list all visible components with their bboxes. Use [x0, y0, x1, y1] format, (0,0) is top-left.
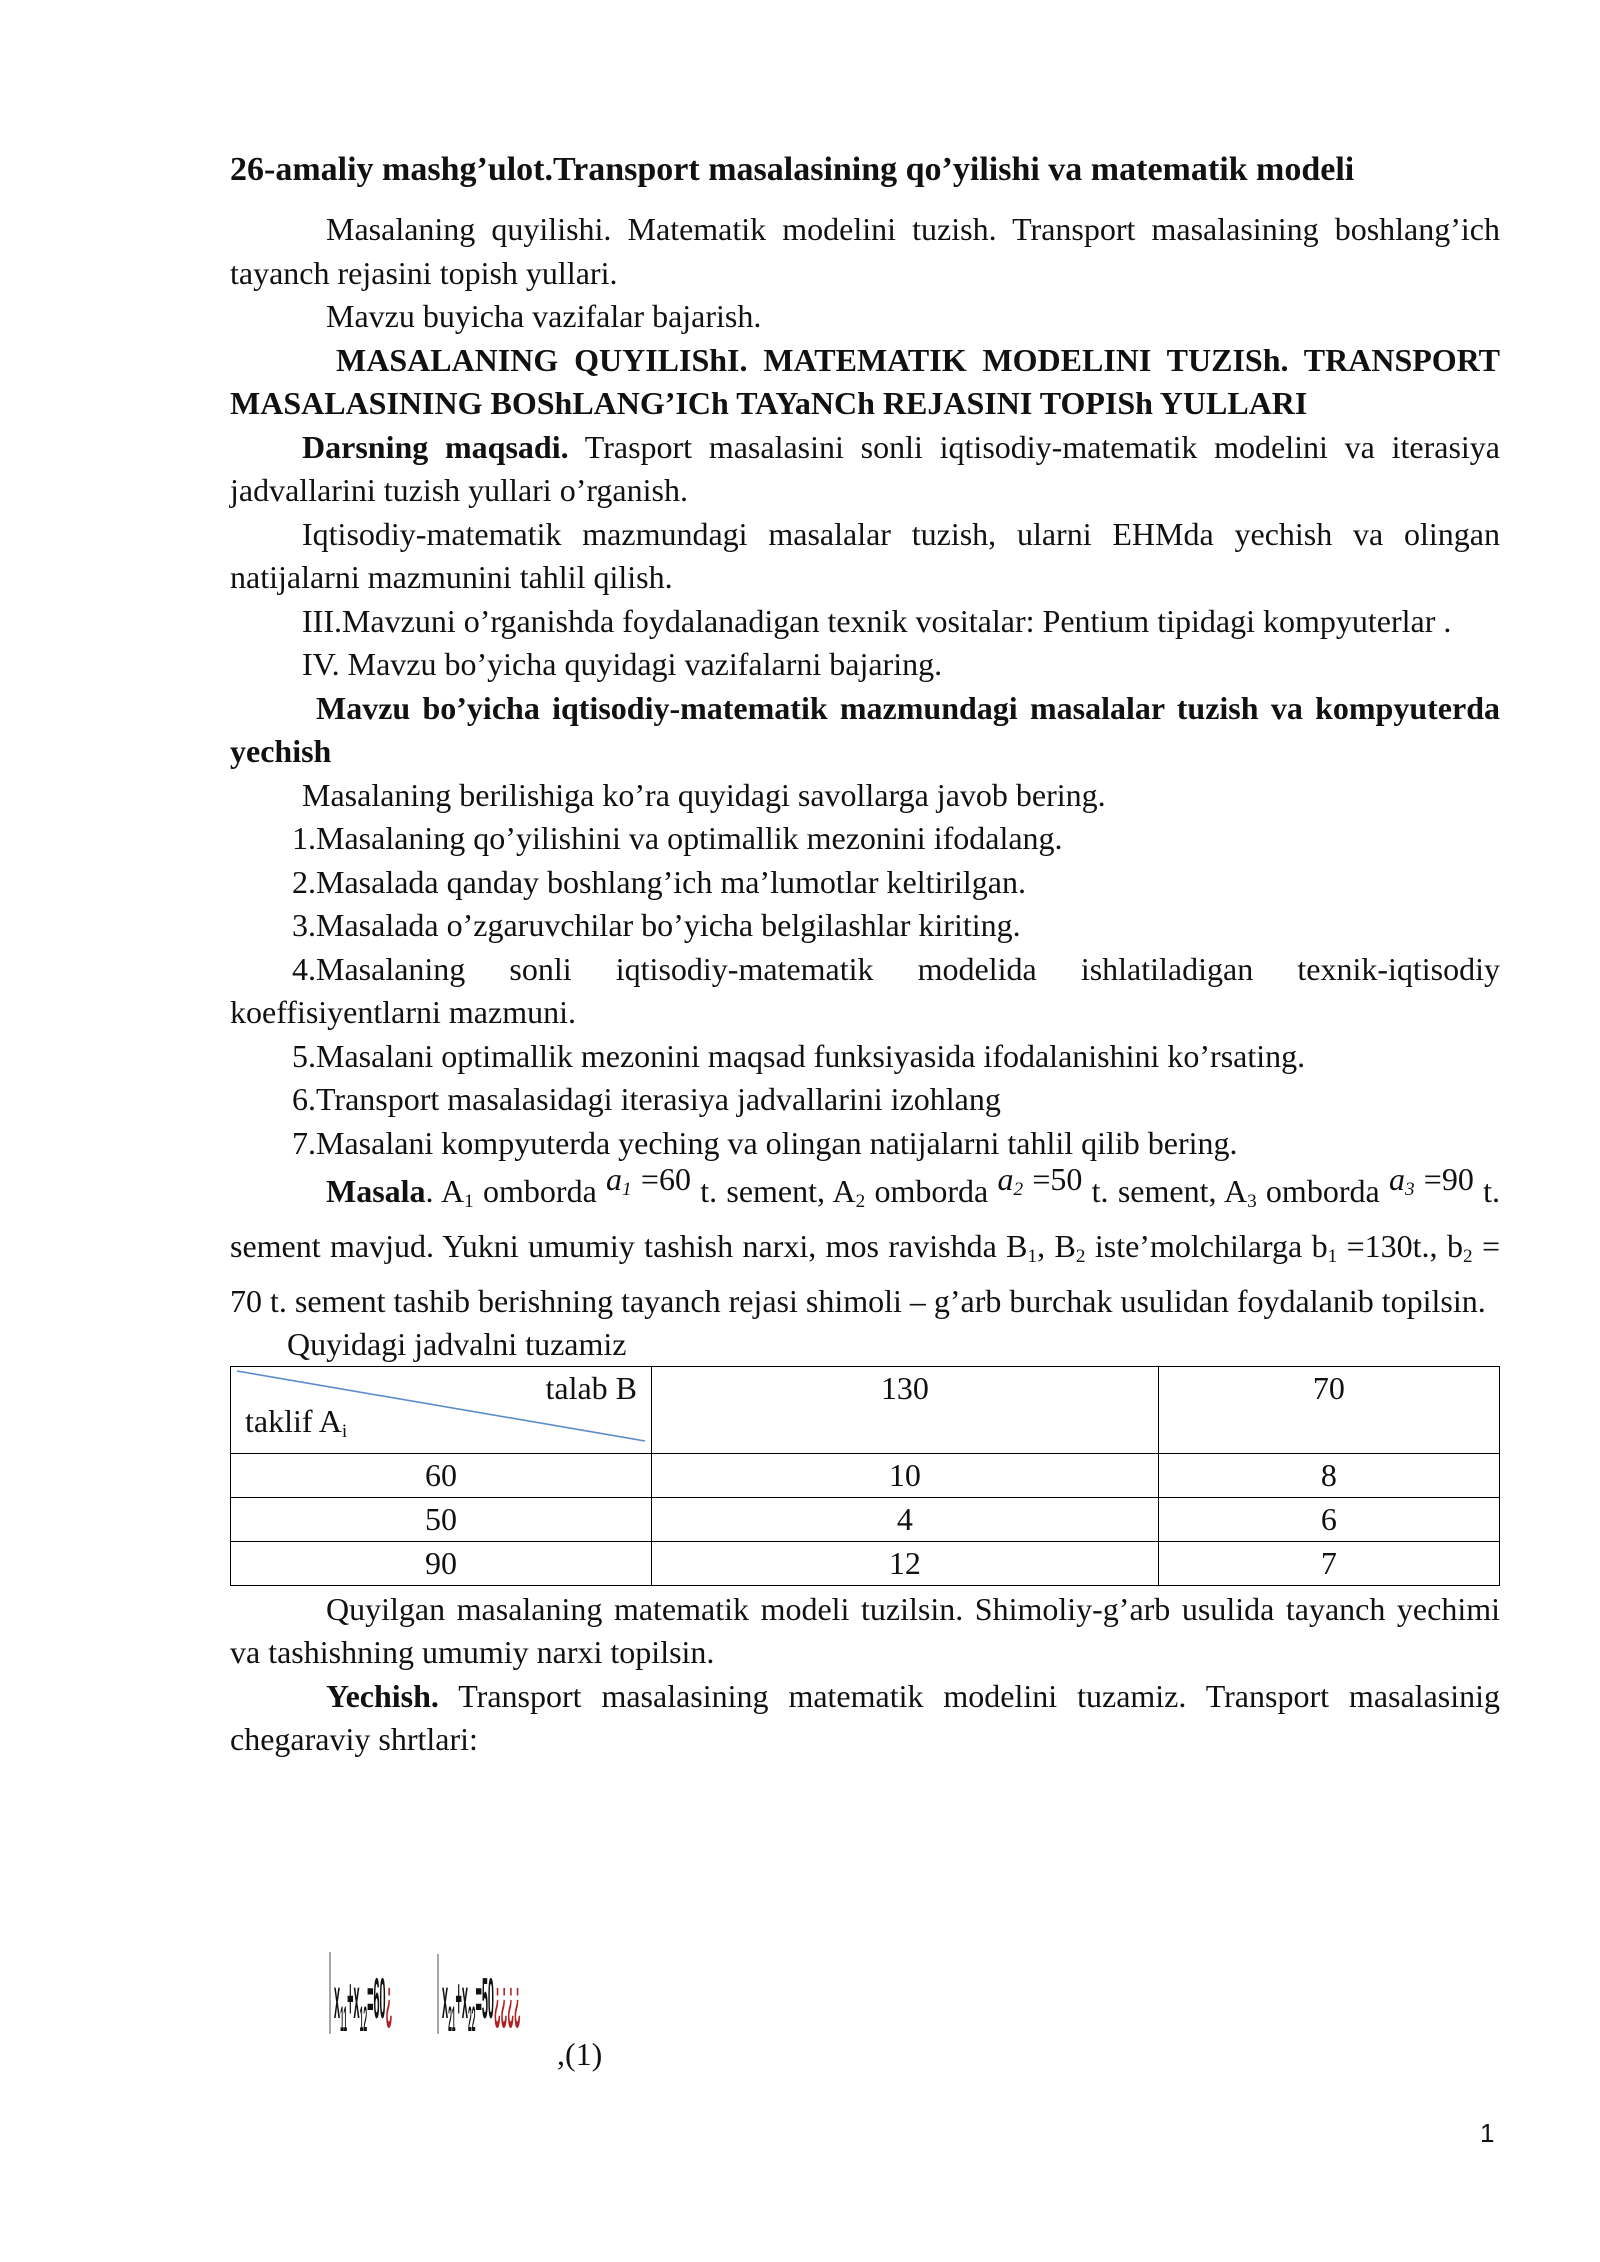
intro-paragraph: Masalaning quyilishi. Matematik modelini tuzish. Transport masalasining boshlang’ich tayanch rejasini topish yullari. [230, 211, 1500, 291]
table-row [231, 1497, 1500, 1541]
document-page [230, 150, 1500, 1762]
question-item: 6.Transport masalasidagi iterasiya jadvallarini izohlang [292, 1081, 1001, 1117]
supply-cell: 50 [231, 1497, 652, 1541]
table-corner-cell [231, 1366, 652, 1453]
cost-cell: 6 [1158, 1497, 1499, 1541]
intro-paragraph-2: Mavzu buyicha vazifalar bajarish. [326, 298, 762, 334]
cost-cell: 8 [1158, 1453, 1499, 1497]
table-row [231, 1541, 1500, 1585]
task-paragraph: IV. Mavzu bo’yicha quyidagi vazifalarni bajaring. [302, 646, 943, 682]
a1-formula: $a_1 =60$ [606, 1161, 691, 1200]
table-intro: Quyidagi jadvalni tuzamiz [287, 1325, 627, 1362]
question-item: 2.Masalada qanday boshlang’ich ma’lumotlar keltirilgan. [292, 863, 1026, 900]
goal-label: Darsning maqsadi. [302, 428, 569, 465]
demand-label: talab B [545, 1369, 637, 1406]
iqtisod-paragraph: Iqtisodiy-matematik mazmundagi masalalar tuzish, ularni EHMda yechish va olingan natijalarni mazmunini tahlil qilish. [230, 515, 1500, 595]
goal-text: Trasport masalasini sonli iqtisodiy-matematik modelini va iterasiya jadvallarini tuzish yullari o’rganish. [230, 428, 1501, 508]
page-number: 1 [1480, 2118, 1495, 2148]
cost-cell: 7 [1158, 1541, 1499, 1585]
tools-paragraph: III.Mavzuni o’rganishda foydalanadigan texnik vositalar: Pentium tipidagi kompyuterlar . [302, 602, 1452, 639]
cost-cell: 4 [652, 1497, 1159, 1541]
problem-paragraph: Masala. $A_1$ omborda $a_1 =60$ t. sement, $A_2$ omborda $a_2 =50$ t. sement, $A_3$ omborda $a_3 =90$ t. sement mavjud. Yukni umumiy tashish narxi, mos ravishda $B_1$, $B_2$ iste’molchilarga $b_1 =130t$., $b_2 = 70$ t. sement tashib berishning tayanch rejasi shimoli – g’arb burchak usulidan foydalanib topilsin. [230, 1161, 1501, 1319]
svg-text:x11+x12=60¿: $x_{11}+x_{12}=60¿$ [334, 1966, 393, 2038]
goal-paragraph [230, 426, 1500, 513]
problem-label: Masala [326, 1173, 426, 1209]
questions-list [230, 817, 1500, 1165]
solution-label: Yechish. [326, 1677, 439, 1714]
constraint-formula [328, 1948, 538, 2038]
demand-cell: 130 [652, 1366, 1159, 1453]
question-item: 4.Masalaning sonli iqtisodiy-matematik modelida ishlatiladigan texnik-iqtisodiy koeffisiyentlarni mazmuni. [230, 950, 1500, 1030]
subheading: Mavzu bo’yicha iqtisodiy-matematik mazmundagi masalalar tuzish va kompyuterda yechish [230, 689, 1500, 769]
table-row [231, 1453, 1500, 1497]
question-item: 5.Masalani optimallik mezonini maqsad funksiyasida ifodalanishini ko’rsating. [292, 1037, 1306, 1074]
after-table-paragraph: Quyilgan masalaning matematik modeli tuzilsin. Shimoliy-g’arb usulida tayanch yechimi va tashishning umumiy narxi topilsin. [230, 1590, 1500, 1671]
cost-cell: 10 [652, 1453, 1159, 1497]
supply-cell: 90 [231, 1541, 652, 1585]
cost-table [230, 1366, 1500, 1586]
question-item: 7.Masalani kompyuterda yeching va olingan natijalarni tahlil qilib bering. [292, 1124, 1238, 1161]
a2-formula: $a_2 =50$ [997, 1161, 1083, 1200]
question-item: 1.Masalaning qo’yilishini va optimallik mezonini ifodalang. [292, 820, 1063, 856]
solution-text: Transport masalasining matematik modelini tuzamiz. Transport masalasinig chegaraviy shrtlari: [230, 1677, 1500, 1758]
cost-cell: 12 [652, 1541, 1159, 1585]
supply-cell: 60 [231, 1453, 652, 1497]
solution-paragraph [230, 1675, 1500, 1762]
questions-intro: Masalaning berilishiga ko’ra quyidagi savollarga javob bering. [302, 776, 1106, 813]
demand-cell: 70 [1158, 1366, 1499, 1453]
document-title: 26-amaliy mashg’ulot.Transport masalasining qo’yilishi va matematik modeli [230, 151, 1355, 188]
section-heading: MASALANING QUYILIShI. MATEMATIK MODELINI TUZISh. TRANSPORT MASALASINING BOShLANG’ICh TAYaNCh REJASINI TOPISh YULLARI [230, 341, 1500, 421]
formula-number: ,(1) [557, 2036, 603, 2072]
a3-formula: $a_3 =90$ [1388, 1161, 1474, 1200]
table-header-row [231, 1366, 1500, 1453]
svg-text:x21+x22=50¿¿¿¿: $x_{21}+x_{22}=50¿¿¿¿$ [442, 1966, 521, 2038]
question-item: 3.Masalada o’zgaruvchilar bo’yicha belgilashlar kiriting. [292, 907, 1021, 943]
supply-label: taklif $A_i$ [245, 1402, 348, 1442]
